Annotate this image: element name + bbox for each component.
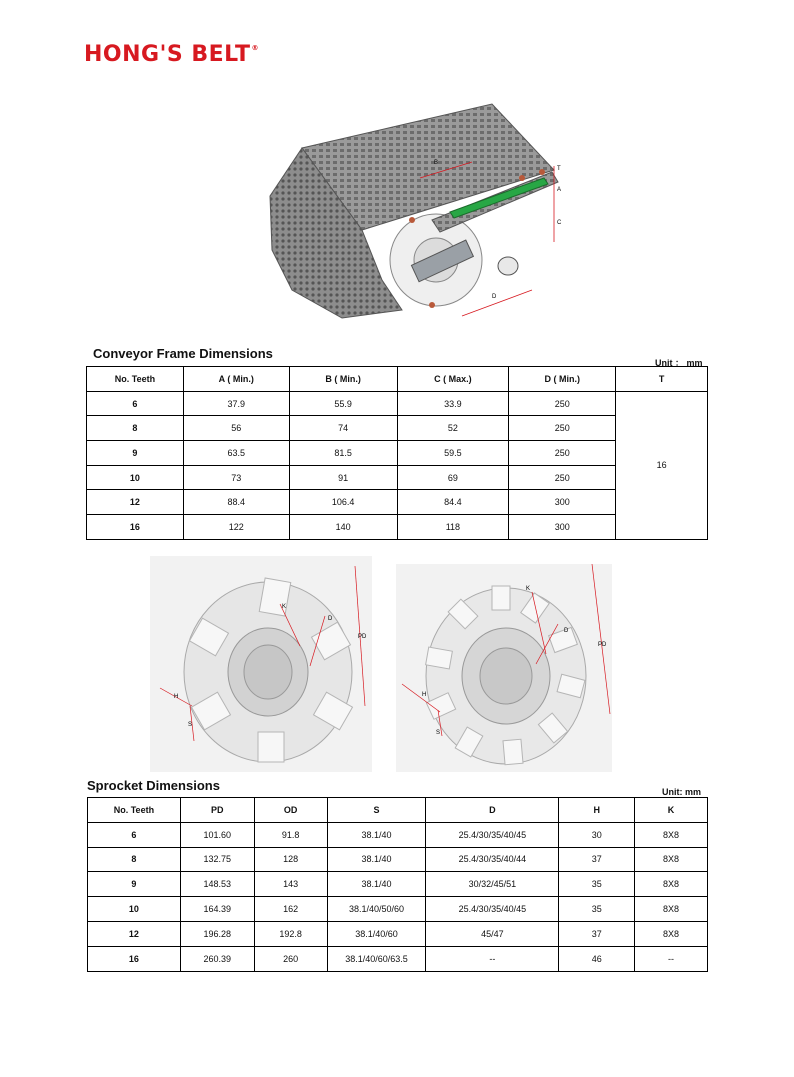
table-row bbox=[87, 441, 708, 466]
table-cell: 25.4/30/35/40/44 bbox=[426, 847, 559, 872]
table-cell: 55.9 bbox=[289, 391, 397, 416]
table-cell: 52 bbox=[397, 416, 509, 441]
t-value-cell: 16 bbox=[616, 391, 708, 539]
table-cell: 250 bbox=[509, 416, 616, 441]
table-cell: 38.1/40/50/60 bbox=[327, 897, 426, 922]
table-cell: 25.4/30/35/40/45 bbox=[426, 897, 559, 922]
frame-title: Conveyor Frame Dimensions bbox=[93, 346, 273, 361]
conveyor-belt-illustration bbox=[262, 100, 572, 325]
label-k: K bbox=[282, 604, 287, 610]
table-cell: 25.4/30/35/40/45 bbox=[426, 822, 559, 847]
registered-mark: ® bbox=[251, 44, 260, 52]
table-cell: 8X8 bbox=[635, 897, 708, 922]
table-cell: 73 bbox=[183, 465, 289, 490]
table-row bbox=[87, 391, 708, 416]
table-cell: 260.39 bbox=[180, 946, 254, 971]
table-cell: 6 bbox=[88, 822, 181, 847]
table-row bbox=[88, 897, 708, 922]
label-h: H bbox=[174, 694, 179, 700]
table-row bbox=[88, 921, 708, 946]
table-cell: 196.28 bbox=[180, 921, 254, 946]
header-cell: D ( Min.) bbox=[509, 367, 616, 392]
header-cell: D bbox=[426, 798, 559, 823]
label-pd: PD bbox=[358, 634, 367, 640]
table-cell: 37 bbox=[559, 847, 635, 872]
table-cell: 140 bbox=[289, 515, 397, 540]
label-d: D bbox=[492, 294, 497, 300]
brand-logo bbox=[84, 42, 259, 67]
table-cell: 35 bbox=[559, 897, 635, 922]
label-a: A bbox=[557, 187, 562, 193]
table-cell: 74 bbox=[289, 416, 397, 441]
table-cell: 8X8 bbox=[635, 847, 708, 872]
table-cell: 118 bbox=[397, 515, 509, 540]
header-cell: S bbox=[327, 798, 426, 823]
table-cell: 300 bbox=[509, 515, 616, 540]
frame-unit: Unit ： mm bbox=[655, 358, 703, 368]
label-d-sprocket: D bbox=[328, 616, 333, 622]
header-cell: T bbox=[616, 367, 708, 392]
label-t: T bbox=[557, 166, 561, 172]
table-row bbox=[88, 872, 708, 897]
table-cell: 91.8 bbox=[254, 822, 327, 847]
table-cell: 8 bbox=[88, 847, 181, 872]
label-s-right: S bbox=[436, 730, 441, 736]
header-cell: PD bbox=[180, 798, 254, 823]
table-cell: 250 bbox=[509, 391, 616, 416]
table-cell: 33.9 bbox=[397, 391, 509, 416]
table-header-row bbox=[87, 367, 708, 392]
table-cell: -- bbox=[635, 946, 708, 971]
sprocket-unit: Unit: mm bbox=[662, 787, 701, 797]
header-cell: B ( Min.) bbox=[289, 367, 397, 392]
header-cell: No. Teeth bbox=[88, 798, 181, 823]
table-cell: 101.60 bbox=[180, 822, 254, 847]
header-cell: H bbox=[559, 798, 635, 823]
table-cell: 69 bbox=[397, 465, 509, 490]
table-cell: 192.8 bbox=[254, 921, 327, 946]
table-cell: 300 bbox=[509, 490, 616, 515]
table-cell: 122 bbox=[183, 515, 289, 540]
table-row bbox=[88, 847, 708, 872]
table-row bbox=[87, 416, 708, 441]
table-cell: 37 bbox=[559, 921, 635, 946]
label-k-right: K bbox=[526, 586, 531, 592]
table-cell: 12 bbox=[87, 490, 184, 515]
table-cell: 128 bbox=[254, 847, 327, 872]
table-cell: 16 bbox=[87, 515, 184, 540]
table-row bbox=[87, 465, 708, 490]
table-cell: 46 bbox=[559, 946, 635, 971]
sprocket-illustration-left bbox=[150, 556, 372, 772]
table-cell: 38.1/40/60 bbox=[327, 921, 426, 946]
table-cell: 8 bbox=[87, 416, 184, 441]
sprocket-illustration-right bbox=[396, 564, 612, 772]
label-c: C bbox=[557, 220, 562, 226]
sprocket-dimensions-table bbox=[87, 797, 708, 972]
table-cell: 250 bbox=[509, 465, 616, 490]
table-cell: 10 bbox=[87, 465, 184, 490]
table-cell: 6 bbox=[87, 391, 184, 416]
table-cell: 162 bbox=[254, 897, 327, 922]
table-cell: 9 bbox=[88, 872, 181, 897]
label-b: B bbox=[434, 160, 439, 166]
table-cell: 38.1/40/60/63.5 bbox=[327, 946, 426, 971]
frame-dimensions-table bbox=[86, 366, 708, 540]
table-row bbox=[87, 515, 708, 540]
table-cell: 84.4 bbox=[397, 490, 509, 515]
table-cell: -- bbox=[426, 946, 559, 971]
table-cell: 16 bbox=[88, 946, 181, 971]
table-cell: 106.4 bbox=[289, 490, 397, 515]
table-cell: 38.1/40 bbox=[327, 847, 426, 872]
table-row bbox=[87, 490, 708, 515]
table-cell: 143 bbox=[254, 872, 327, 897]
table-cell: 37.9 bbox=[183, 391, 289, 416]
table-row bbox=[88, 946, 708, 971]
table-cell: 56 bbox=[183, 416, 289, 441]
table-header-row bbox=[88, 798, 708, 823]
table-cell: 45/47 bbox=[426, 921, 559, 946]
table-cell: 164.39 bbox=[180, 897, 254, 922]
table-cell: 8X8 bbox=[635, 921, 708, 946]
table-cell: 59.5 bbox=[397, 441, 509, 466]
table-cell: 35 bbox=[559, 872, 635, 897]
table-cell: 38.1/40 bbox=[327, 822, 426, 847]
header-cell: No. Teeth bbox=[87, 367, 184, 392]
label-d-right: D bbox=[564, 628, 569, 634]
table-cell: 88.4 bbox=[183, 490, 289, 515]
table-cell: 38.1/40 bbox=[327, 872, 426, 897]
table-cell: 10 bbox=[88, 897, 181, 922]
table-cell: 12 bbox=[88, 921, 181, 946]
table-cell: 30 bbox=[559, 822, 635, 847]
table-cell: 148.53 bbox=[180, 872, 254, 897]
table-cell: 250 bbox=[509, 441, 616, 466]
table-cell: 63.5 bbox=[183, 441, 289, 466]
table-cell: 8X8 bbox=[635, 872, 708, 897]
header-cell: C ( Max.) bbox=[397, 367, 509, 392]
header-cell: K bbox=[635, 798, 708, 823]
sprocket-title: Sprocket Dimensions bbox=[87, 778, 220, 793]
label-pd-right: PD bbox=[598, 642, 607, 648]
table-cell: 8X8 bbox=[635, 822, 708, 847]
table-cell: 30/32/45/51 bbox=[426, 872, 559, 897]
brand-logo-text: HONG'S BELT bbox=[84, 42, 251, 67]
table-cell: 132.75 bbox=[180, 847, 254, 872]
table-cell: 91 bbox=[289, 465, 397, 490]
header-cell: OD bbox=[254, 798, 327, 823]
label-s: S bbox=[188, 722, 193, 728]
header-cell: A ( Min.) bbox=[183, 367, 289, 392]
table-cell: 9 bbox=[87, 441, 184, 466]
table-cell: 81.5 bbox=[289, 441, 397, 466]
table-cell: 260 bbox=[254, 946, 327, 971]
label-h-right: H bbox=[422, 692, 427, 698]
table-row bbox=[88, 822, 708, 847]
